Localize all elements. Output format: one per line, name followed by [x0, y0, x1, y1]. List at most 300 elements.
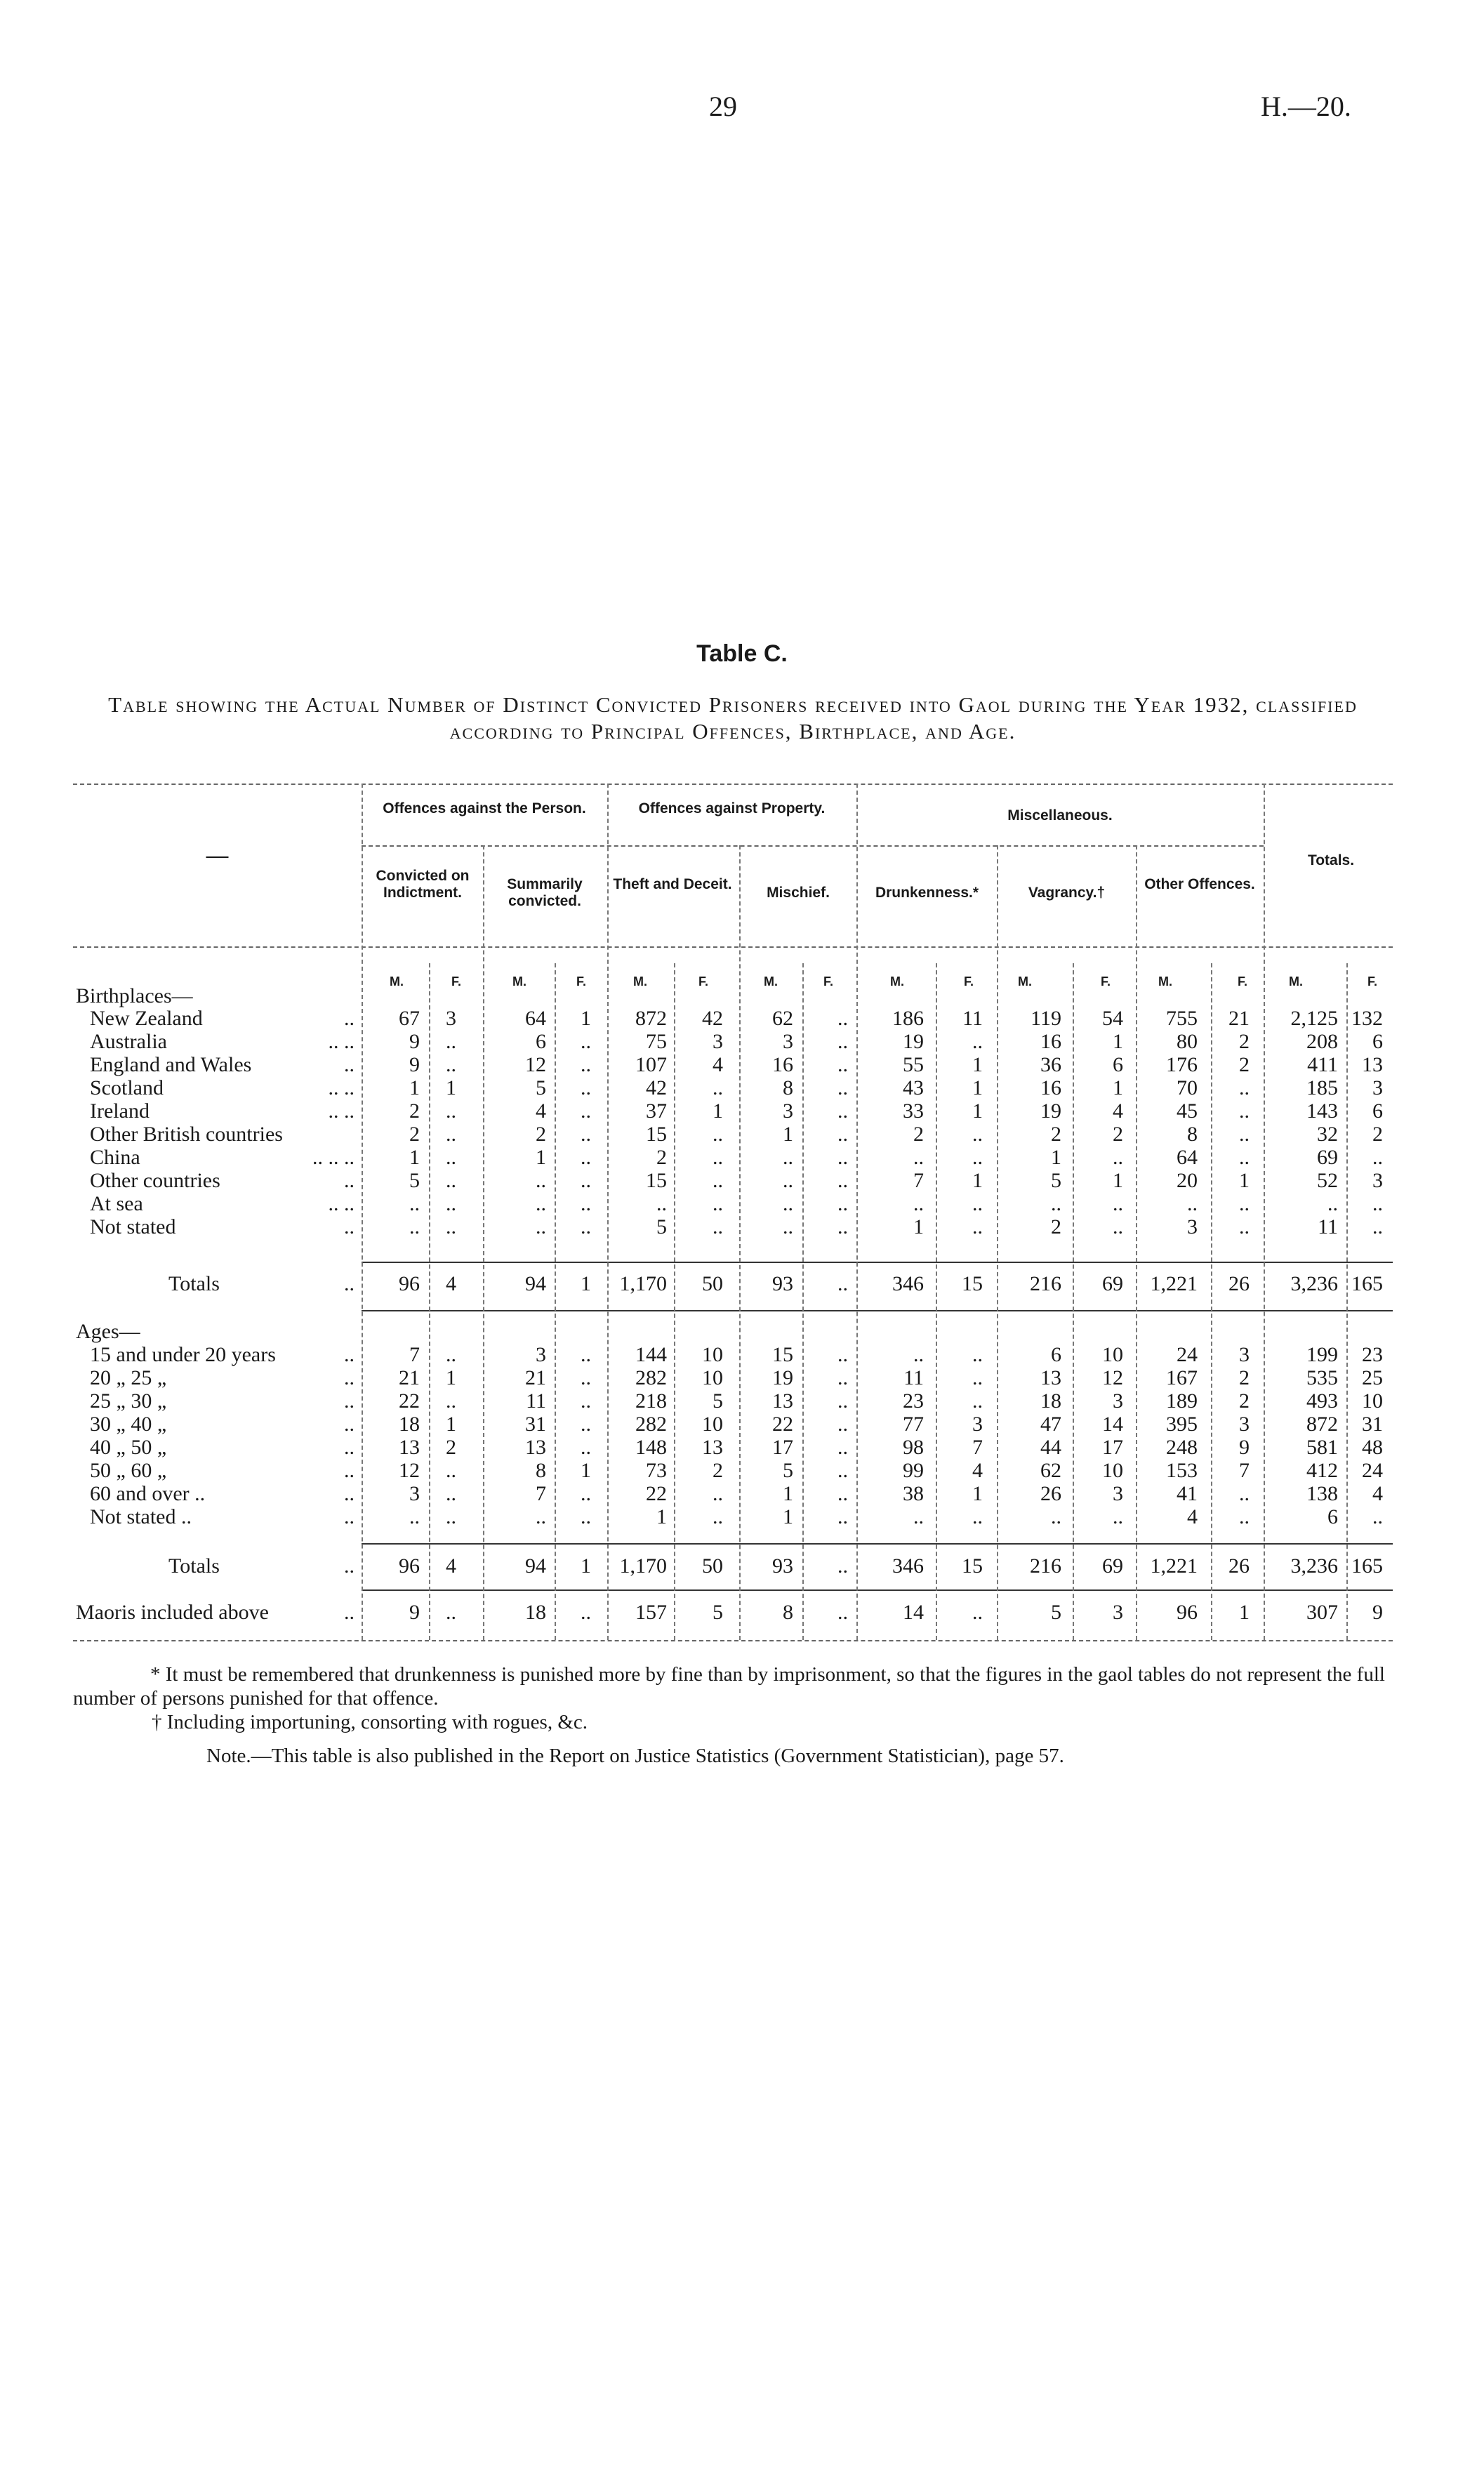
birthplace-row-0-cell-12: 755	[1166, 1007, 1198, 1030]
birthplace-row-3-cell-1: 1	[446, 1076, 456, 1099]
age-row-5-cell-8: 99	[903, 1459, 924, 1482]
age-row-7-cell-5: ..	[713, 1505, 723, 1528]
birthplace-row-8-label: At sea	[90, 1192, 143, 1215]
age-totals-cell-1: 4	[446, 1554, 456, 1578]
age-row-4-label: 40 „ 50 „	[90, 1436, 167, 1459]
age-row-4-cell-14: 581	[1306, 1436, 1338, 1459]
birthplace-row-6-leader-dots: .. .. ..	[312, 1146, 355, 1169]
age-row-0-cell-4: 144	[635, 1343, 667, 1366]
maoris-row-leader-dots: ..	[344, 1601, 355, 1624]
maoris-row-cell-3: ..	[581, 1601, 591, 1624]
age-row-7-cell-0: ..	[409, 1505, 420, 1528]
age-totals-top-rule	[362, 1543, 1393, 1545]
birthplace-row-3-cell-9: 1	[972, 1076, 983, 1099]
birthplace-row-5-cell-11: 2	[1113, 1123, 1123, 1146]
age-row-1-cell-9: ..	[972, 1366, 983, 1389]
header-theft-deceit: Theft and Deceit.	[613, 876, 732, 892]
birthplace-row-7-cell-10: 5	[1051, 1169, 1061, 1192]
header-totals: Totals.	[1307, 852, 1355, 868]
sex-header-10: M.	[1018, 974, 1032, 989]
age-row-7-cell-6: 1	[783, 1505, 793, 1528]
age-totals-cell-5: 50	[702, 1554, 723, 1578]
birthplace-row-3-cell-7: ..	[837, 1076, 848, 1099]
age-row-0-cell-14: 199	[1306, 1343, 1338, 1366]
age-row-2-cell-11: 3	[1113, 1389, 1123, 1413]
age-row-0-cell-9: ..	[972, 1343, 983, 1366]
maoris-row-cell-11: 3	[1113, 1601, 1123, 1624]
birthplace-row-7-cell-9: 1	[972, 1169, 983, 1192]
age-row-6-cell-3: ..	[581, 1482, 591, 1505]
age-row-1-cell-11: 12	[1102, 1366, 1123, 1389]
footnote-vagrancy: † Including importuning, consorting with rogues, &c.	[152, 1711, 588, 1733]
birthplace-totals-cell-10: 216	[1030, 1272, 1061, 1295]
birthplace-row-0-cell-7: ..	[837, 1007, 848, 1030]
sex-header-0: M.	[390, 974, 404, 989]
maoris-row-cell-9: ..	[972, 1601, 983, 1624]
age-row-2-cell-12: 189	[1166, 1389, 1198, 1413]
birthplace-row-6-cell-9: ..	[972, 1146, 983, 1169]
birthplace-row-5-cell-9: ..	[972, 1123, 983, 1146]
birthplace-row-4-cell-14: 143	[1306, 1099, 1338, 1123]
age-row-2-cell-9: ..	[972, 1389, 983, 1413]
age-row-5-leader-dots: ..	[344, 1459, 355, 1482]
birthplace-row-1-cell-14: 208	[1306, 1030, 1338, 1053]
birthplace-row-2-cell-15: 13	[1362, 1053, 1383, 1076]
birthplace-row-1-cell-13: 2	[1239, 1030, 1250, 1053]
age-row-1-leader-dots: ..	[344, 1366, 355, 1389]
age-row-7-cell-8: ..	[913, 1505, 924, 1528]
birthplace-row-3-label: Scotland	[90, 1076, 164, 1099]
age-row-5-cell-7: ..	[837, 1459, 848, 1482]
maoris-row-cell-2: 18	[525, 1601, 546, 1624]
birthplace-row-5-cell-7: ..	[837, 1123, 848, 1146]
table-caption: Table showing the Actual Number of Distinct Convicted Prisoners received into Gaol during the Year 1932, classified according to Principal Offences, Birthplace, and Age.	[108, 692, 1358, 743]
birthplace-row-2-cell-14: 411	[1307, 1053, 1338, 1076]
birthplace-row-8-cell-12: ..	[1187, 1192, 1198, 1215]
age-row-5-cell-5: 2	[713, 1459, 723, 1482]
age-row-2-cell-15: 10	[1362, 1389, 1383, 1413]
birthplace-row-2-cell-3: ..	[581, 1053, 591, 1076]
birthplace-row-4-cell-5: 1	[713, 1099, 723, 1123]
age-row-0-cell-3: ..	[581, 1343, 591, 1366]
age-row-4-cell-5: 13	[702, 1436, 723, 1459]
age-row-3-cell-13: 3	[1239, 1413, 1250, 1436]
age-row-3-cell-11: 14	[1102, 1413, 1123, 1436]
birthplace-row-0-cell-8: 186	[892, 1007, 924, 1030]
maoris-row-cell-14: 307	[1306, 1601, 1338, 1624]
birthplace-totals-cell-9: 15	[962, 1272, 983, 1295]
age-row-0-leader-dots: ..	[344, 1343, 355, 1366]
sex-header-4: M.	[633, 974, 647, 989]
birthplace-row-2-cell-10: 36	[1040, 1053, 1061, 1076]
age-row-3-cell-10: 47	[1040, 1413, 1061, 1436]
age-row-5-cell-12: 153	[1166, 1459, 1198, 1482]
age-row-5-cell-10: 62	[1040, 1459, 1061, 1482]
birthplace-totals-cell-0: 96	[399, 1272, 420, 1295]
birthplace-row-7-cell-8: 7	[913, 1169, 924, 1192]
birthplace-row-4-cell-3: ..	[581, 1099, 591, 1123]
age-row-0-cell-8: ..	[913, 1343, 924, 1366]
age-row-6-cell-10: 26	[1040, 1482, 1061, 1505]
birthplace-row-4-cell-6: 3	[783, 1099, 793, 1123]
age-totals-cell-6: 93	[772, 1554, 793, 1578]
birthplace-row-4-cell-9: 1	[972, 1099, 983, 1123]
birthplace-row-2-cell-4: 107	[635, 1053, 667, 1076]
birthplace-row-6-cell-6: ..	[783, 1146, 793, 1169]
birthplace-row-0-cell-3: 1	[581, 1007, 591, 1030]
sex-header-15: F.	[1367, 974, 1377, 989]
birthplace-row-1-cell-12: 80	[1177, 1030, 1198, 1053]
birthplace-row-9-cell-9: ..	[972, 1215, 983, 1238]
birthplace-row-0-label: New Zealand	[90, 1007, 203, 1030]
birthplace-row-7-label: Other countries	[90, 1169, 220, 1192]
age-row-0-cell-13: 3	[1239, 1343, 1250, 1366]
birthplace-row-5-cell-4: 15	[646, 1123, 667, 1146]
age-row-1-cell-0: 21	[399, 1366, 420, 1389]
birthplace-row-1-cell-7: ..	[837, 1030, 848, 1053]
birthplace-row-8-cell-14: ..	[1327, 1192, 1338, 1215]
age-totals-cell-2: 94	[525, 1554, 546, 1578]
age-row-1-cell-1: 1	[446, 1366, 456, 1389]
age-row-6-cell-7: ..	[837, 1482, 848, 1505]
birthplace-row-7-cell-14: 52	[1317, 1169, 1338, 1192]
birthplace-row-5-cell-15: 2	[1372, 1123, 1383, 1146]
birthplace-row-0-cell-4: 872	[635, 1007, 667, 1030]
birthplace-row-6-cell-5: ..	[713, 1146, 723, 1169]
age-row-1-cell-13: 2	[1239, 1366, 1250, 1389]
birthplace-row-5-cell-0: 2	[409, 1123, 420, 1146]
ages-section-label: Ages—	[76, 1320, 140, 1343]
age-row-1-cell-10: 13	[1040, 1366, 1061, 1389]
age-row-3-cell-3: ..	[581, 1413, 591, 1436]
age-row-6-cell-5: ..	[713, 1482, 723, 1505]
birthplace-row-9-cell-8: 1	[913, 1215, 924, 1238]
sex-header-14: M.	[1289, 974, 1303, 989]
birthplace-row-6-cell-7: ..	[837, 1146, 848, 1169]
birthplace-row-7-cell-3: ..	[581, 1169, 591, 1192]
birthplace-row-8-cell-1: ..	[446, 1192, 456, 1215]
age-row-3-cell-1: 1	[446, 1413, 456, 1436]
age-row-1-label: 20 „ 25 „	[90, 1366, 167, 1389]
age-row-4-cell-0: 13	[399, 1436, 420, 1459]
birthplace-row-9-cell-13: ..	[1239, 1215, 1250, 1238]
birthplace-row-2-cell-8: 55	[903, 1053, 924, 1076]
age-row-6-cell-9: 1	[972, 1482, 983, 1505]
age-row-0-cell-11: 10	[1102, 1343, 1123, 1366]
birthplace-row-0-cell-0: 67	[399, 1007, 420, 1030]
birthplace-row-6-cell-15: ..	[1372, 1146, 1383, 1169]
age-row-7-leader-dots: ..	[344, 1505, 355, 1528]
birthplace-row-8-cell-11: ..	[1113, 1192, 1123, 1215]
age-totals-cell-11: 69	[1102, 1554, 1123, 1578]
birthplace-row-2-cell-5: 4	[713, 1053, 723, 1076]
birthplace-row-7-cell-15: 3	[1372, 1169, 1383, 1192]
age-row-6-cell-4: 22	[646, 1482, 667, 1505]
birthplace-row-0-leader-dots: ..	[344, 1007, 355, 1030]
birthplace-row-2-cell-1: ..	[446, 1053, 456, 1076]
age-row-4-cell-4: 148	[635, 1436, 667, 1459]
birthplace-row-3-cell-10: 16	[1040, 1076, 1061, 1099]
birthplace-row-6-label: China	[90, 1146, 140, 1169]
age-row-5-cell-9: 4	[972, 1459, 983, 1482]
birthplace-row-0-cell-14: 2,125	[1290, 1007, 1338, 1030]
birthplace-row-6-cell-10: 1	[1051, 1146, 1061, 1169]
age-row-4-cell-1: 2	[446, 1436, 456, 1459]
age-row-7-cell-12: 4	[1187, 1505, 1198, 1528]
birthplace-row-6-cell-0: 1	[409, 1146, 420, 1169]
birthplace-row-7-cell-7: ..	[837, 1169, 848, 1192]
birthplace-row-0-cell-10: 119	[1031, 1007, 1061, 1030]
age-row-5-cell-2: 8	[536, 1459, 546, 1482]
header-offences-property: Offences against Property.	[638, 800, 826, 817]
birthplace-row-9-cell-1: ..	[446, 1215, 456, 1238]
birthplace-row-7-cell-2: ..	[536, 1169, 546, 1192]
birthplace-row-4-cell-0: 2	[409, 1099, 420, 1123]
birthplace-row-9-cell-3: ..	[581, 1215, 591, 1238]
age-row-4-cell-11: 17	[1102, 1436, 1123, 1459]
age-row-0-cell-2: 3	[536, 1343, 546, 1366]
birthplace-row-8-cell-2: ..	[536, 1192, 546, 1215]
birthplace-totals-cell-12: 1,221	[1150, 1272, 1198, 1295]
age-totals-cell-8: 346	[892, 1554, 924, 1578]
birthplace-row-1-cell-6: 3	[783, 1030, 793, 1053]
birthplace-row-2-label: England and Wales	[90, 1053, 252, 1076]
birthplace-row-3-cell-2: 5	[536, 1076, 546, 1099]
age-row-6-cell-15: 4	[1372, 1482, 1383, 1505]
birthplace-row-1-cell-2: 6	[536, 1030, 546, 1053]
age-row-2-cell-5: 5	[713, 1389, 723, 1413]
header-mischief: Mischief.	[767, 885, 830, 901]
age-totals-cell-9: 15	[962, 1554, 983, 1578]
maoris-row-cell-12: 96	[1177, 1601, 1198, 1624]
maoris-row-cell-15: 9	[1372, 1601, 1383, 1624]
age-row-4-cell-10: 44	[1040, 1436, 1061, 1459]
birthplace-row-5-label: Other British countries	[90, 1123, 283, 1146]
age-totals-cell-10: 216	[1030, 1554, 1061, 1578]
age-row-6-leader-dots: ..	[344, 1482, 355, 1505]
age-row-3-cell-6: 22	[772, 1413, 793, 1436]
birthplace-row-0-cell-5: 42	[702, 1007, 723, 1030]
table-bottom-rule	[73, 1640, 1393, 1641]
birthplace-row-3-cell-6: 8	[783, 1076, 793, 1099]
birthplace-row-3-cell-8: 43	[903, 1076, 924, 1099]
table-note: Note.—This table is also published in the Report on Justice Statistics (Government Statistician), page 57.	[206, 1745, 1064, 1767]
age-row-0-cell-7: ..	[837, 1343, 848, 1366]
birthplace-row-0-cell-15: 132	[1351, 1007, 1383, 1030]
sex-header-7: F.	[823, 974, 833, 989]
age-row-4-cell-3: ..	[581, 1436, 591, 1459]
birthplace-totals-cell-15: 165	[1351, 1272, 1383, 1295]
birthplace-row-1-cell-8: 19	[903, 1030, 924, 1053]
birthplace-row-8-cell-5: ..	[713, 1192, 723, 1215]
age-row-5-cell-13: 7	[1239, 1459, 1250, 1482]
age-row-1-cell-3: ..	[581, 1366, 591, 1389]
age-row-2-cell-10: 18	[1040, 1389, 1061, 1413]
age-totals-cell-4: 1,170	[619, 1554, 667, 1578]
birthplace-row-9-cell-2: ..	[536, 1215, 546, 1238]
birthplace-row-8-cell-6: ..	[783, 1192, 793, 1215]
age-row-5-cell-3: 1	[581, 1459, 591, 1482]
birthplace-totals-cell-4: 1,170	[619, 1272, 667, 1295]
age-row-6-cell-14: 138	[1306, 1482, 1338, 1505]
sex-header-9: F.	[963, 974, 974, 989]
birthplace-row-9-cell-10: 2	[1051, 1215, 1061, 1238]
birthplace-row-9-cell-12: 3	[1187, 1215, 1198, 1238]
age-row-4-cell-2: 13	[525, 1436, 546, 1459]
birthplace-row-3-cell-14: 185	[1306, 1076, 1338, 1099]
birthplaces-section-label: Birthplaces—	[76, 984, 193, 1007]
footnote-drunkenness: * It must be remembered that drunkenness is punished more by fine than by imprisonment, so that the figures in the gaol tables do not represent the full number of persons punished for that offence.	[73, 1663, 1385, 1710]
age-row-0-cell-5: 10	[702, 1343, 723, 1366]
birthplace-totals-label: Totals	[168, 1272, 220, 1295]
birthplace-totals-cell-3: 1	[581, 1272, 591, 1295]
age-row-4-cell-12: 248	[1166, 1436, 1198, 1459]
age-row-3-leader-dots: ..	[344, 1413, 355, 1436]
age-row-4-cell-15: 48	[1362, 1436, 1383, 1459]
birthplace-row-1-cell-0: 9	[409, 1030, 420, 1053]
age-row-5-cell-6: 5	[783, 1459, 793, 1482]
age-row-5-cell-15: 24	[1362, 1459, 1383, 1482]
birthplace-row-5-cell-5: ..	[713, 1123, 723, 1146]
age-row-7-cell-14: 6	[1327, 1505, 1338, 1528]
birthplace-row-8-cell-3: ..	[581, 1192, 591, 1215]
birthplace-row-6-cell-4: 2	[656, 1146, 667, 1169]
header-drunkenness: Drunkenness.*	[875, 885, 979, 901]
birthplace-row-0-cell-13: 21	[1228, 1007, 1250, 1030]
birthplace-row-4-cell-11: 4	[1113, 1099, 1123, 1123]
age-row-6-cell-11: 3	[1113, 1482, 1123, 1505]
birthplace-row-7-leader-dots: ..	[344, 1169, 355, 1192]
birthplace-row-8-cell-0: ..	[409, 1192, 420, 1215]
table-title: Table C.	[696, 640, 788, 667]
birthplace-totals-cell-1: 4	[446, 1272, 456, 1295]
age-row-3-cell-15: 31	[1362, 1413, 1383, 1436]
birthplace-totals-cell-6: 93	[772, 1272, 793, 1295]
birthplace-row-1-cell-3: ..	[581, 1030, 591, 1053]
age-row-3-cell-4: 282	[635, 1413, 667, 1436]
birthplace-row-4-label: Ireland	[90, 1099, 150, 1123]
birthplace-totals-leader-dots: ..	[344, 1272, 355, 1295]
age-row-5-cell-11: 10	[1102, 1459, 1123, 1482]
birthplace-row-9-leader-dots: ..	[344, 1215, 355, 1238]
age-row-1-cell-7: ..	[837, 1366, 848, 1389]
birthplace-totals-cell-5: 50	[702, 1272, 723, 1295]
sex-header-1: F.	[451, 974, 461, 989]
header-top-rule	[73, 784, 1393, 785]
birthplace-row-1-cell-9: ..	[972, 1030, 983, 1053]
header-offences-person: Offences against the Person.	[383, 800, 586, 817]
birth-totals-top-rule	[362, 1262, 1393, 1263]
birthplace-row-3-cell-11: 1	[1113, 1076, 1123, 1099]
sex-header-8: M.	[890, 974, 904, 989]
birthplace-row-0-cell-11: 54	[1102, 1007, 1123, 1030]
age-row-7-cell-10: ..	[1051, 1505, 1061, 1528]
birthplace-totals-cell-7: ..	[837, 1272, 848, 1295]
birthplace-row-1-cell-5: 3	[713, 1030, 723, 1053]
age-totals-cell-15: 165	[1351, 1554, 1383, 1578]
age-row-4-cell-7: ..	[837, 1436, 848, 1459]
age-row-1-cell-2: 21	[525, 1366, 546, 1389]
birthplace-row-8-leader-dots: .. ..	[328, 1192, 355, 1215]
age-row-3-label: 30 „ 40 „	[90, 1413, 167, 1436]
age-row-1-cell-5: 10	[702, 1366, 723, 1389]
age-row-2-cell-2: 11	[526, 1389, 546, 1413]
age-totals-bottom-rule	[362, 1589, 1393, 1591]
birthplace-row-2-cell-9: 1	[972, 1053, 983, 1076]
age-row-6-cell-0: 3	[409, 1482, 420, 1505]
birthplace-totals-cell-8: 346	[892, 1272, 924, 1295]
age-row-7-label: Not stated ..	[90, 1505, 192, 1528]
birth-totals-bottom-rule	[362, 1310, 1393, 1311]
birthplace-row-8-cell-4: ..	[656, 1192, 667, 1215]
birthplace-row-9-cell-0: ..	[409, 1215, 420, 1238]
age-row-2-leader-dots: ..	[344, 1389, 355, 1413]
birthplace-row-7-cell-5: ..	[713, 1169, 723, 1192]
birthplace-row-2-cell-2: 12	[525, 1053, 546, 1076]
maoris-row-cell-10: 5	[1051, 1601, 1061, 1624]
birthplace-row-5-cell-13: ..	[1239, 1123, 1250, 1146]
birthplace-row-2-cell-0: 9	[409, 1053, 420, 1076]
maoris-row-label: Maoris included above	[76, 1601, 269, 1624]
age-row-2-label: 25 „ 30 „	[90, 1389, 167, 1413]
age-row-6-cell-6: 1	[783, 1482, 793, 1505]
birthplace-row-9-cell-15: ..	[1372, 1215, 1383, 1238]
birthplace-row-9-cell-7: ..	[837, 1215, 848, 1238]
sex-header-5: F.	[698, 974, 708, 989]
birthplace-row-3-cell-13: ..	[1239, 1076, 1250, 1099]
birthplace-row-4-cell-1: ..	[446, 1099, 456, 1123]
birthplace-row-5-cell-6: 1	[783, 1123, 793, 1146]
age-row-3-cell-5: 10	[702, 1413, 723, 1436]
age-row-2-cell-0: 22	[399, 1389, 420, 1413]
birthplace-totals-cell-13: 26	[1228, 1272, 1250, 1295]
birthplace-row-4-cell-12: 45	[1177, 1099, 1198, 1123]
age-row-5-cell-14: 412	[1306, 1459, 1338, 1482]
birthplace-row-7-cell-12: 20	[1177, 1169, 1198, 1192]
age-row-0-cell-15: 23	[1362, 1343, 1383, 1366]
birthplace-row-2-cell-13: 2	[1239, 1053, 1250, 1076]
birthplace-row-6-cell-3: ..	[581, 1146, 591, 1169]
age-row-2-cell-4: 218	[635, 1389, 667, 1413]
stub-header: —	[206, 842, 229, 868]
birthplace-row-7-cell-6: ..	[783, 1169, 793, 1192]
age-row-7-cell-15: ..	[1372, 1505, 1383, 1528]
birthplace-row-5-cell-1: ..	[446, 1123, 456, 1146]
birthplace-row-1-cell-1: ..	[446, 1030, 456, 1053]
birthplace-row-1-leader-dots: .. ..	[328, 1030, 355, 1053]
age-row-3-cell-2: 31	[525, 1413, 546, 1436]
birthplace-row-8-cell-15: ..	[1372, 1192, 1383, 1215]
header-mid-rule	[362, 845, 1264, 847]
age-row-3-cell-8: 77	[903, 1413, 924, 1436]
birthplace-row-0-cell-1: 3	[446, 1007, 456, 1030]
age-row-7-cell-7: ..	[837, 1505, 848, 1528]
report-reference: H.—20.	[1261, 91, 1351, 122]
birthplace-row-9-cell-4: 5	[656, 1215, 667, 1238]
age-totals-cell-14: 3,236	[1290, 1554, 1338, 1578]
age-row-4-cell-6: 17	[772, 1436, 793, 1459]
sex-header-11: F.	[1100, 974, 1111, 989]
age-row-7-cell-3: ..	[581, 1505, 591, 1528]
birthplace-row-7-cell-4: 15	[646, 1169, 667, 1192]
age-row-5-cell-4: 73	[646, 1459, 667, 1482]
age-row-7-cell-2: ..	[536, 1505, 546, 1528]
birthplace-row-3-cell-15: 3	[1372, 1076, 1383, 1099]
age-row-6-cell-2: 7	[536, 1482, 546, 1505]
header-other-offences: Other Offences.	[1144, 876, 1255, 892]
sex-header-6: M.	[764, 974, 778, 989]
birthplace-row-3-cell-5: ..	[713, 1076, 723, 1099]
